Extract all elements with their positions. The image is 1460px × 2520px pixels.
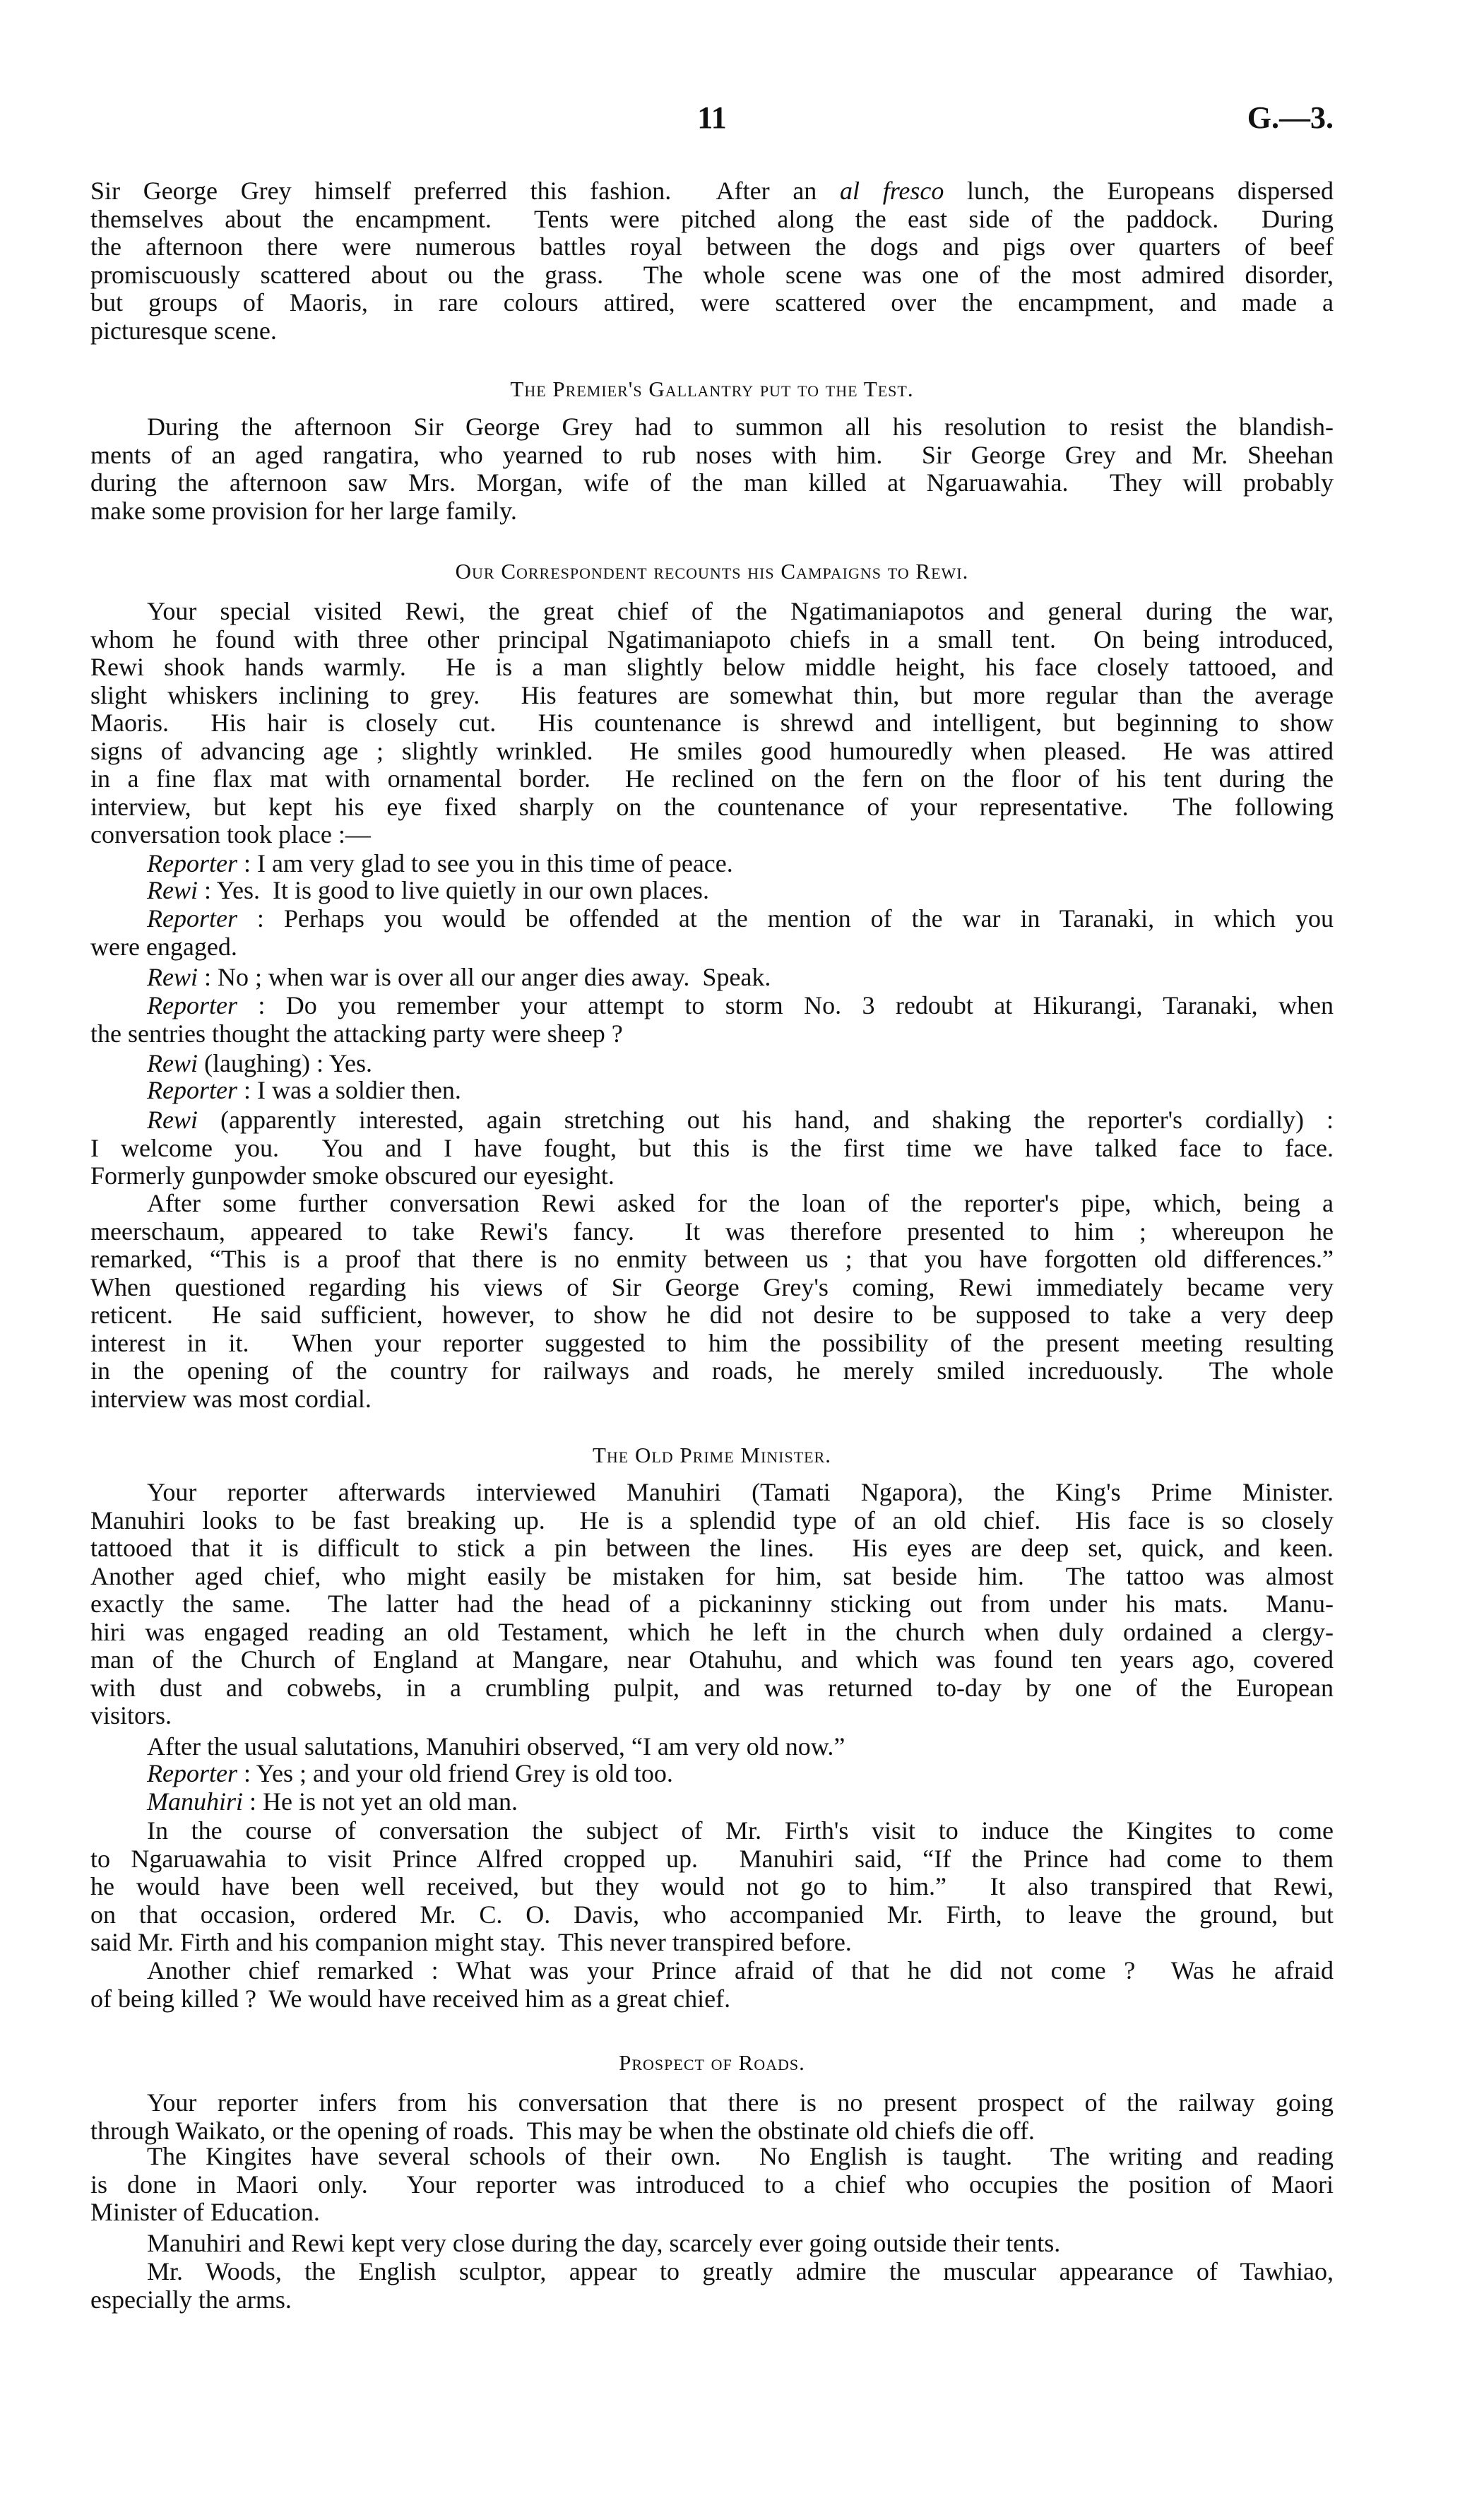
text-run: slight whiskers inclining to grey. His features are somewhat thin, but more regular than the average: [90, 680, 1334, 709]
speaker-name: Reporter: [147, 991, 237, 1019]
text-run: on that occasion, ordered Mr. C. O. Davis, who accompanied Mr. Firth, to leave the ground, but: [90, 1900, 1334, 1929]
text-line: [90, 820, 1334, 848]
text-line: [90, 232, 1334, 261]
text-line: [90, 1845, 1334, 1873]
text-line: [147, 1816, 1334, 1845]
text-line: [90, 653, 1334, 681]
speaker-name: Manuhiri: [147, 1787, 244, 1816]
text-run: especially the arms.: [90, 2285, 292, 2314]
text-run: signs of advancing age ; slightly wrinkled. He smiles good humouredly when pleased. He was attired: [90, 736, 1334, 765]
text-run: The Kingites have several schools of their own. No English is taught. The writing and reading: [147, 2142, 1334, 2170]
text-run: with dust and cobwebs, in a crumbling pulpit, and was returned to-day by one of the European: [90, 1673, 1334, 1702]
text-line: [147, 1478, 1334, 1506]
text-run: remarked, “This is a proof that there is no enmity between us ; that you have forgotten old differences.”: [90, 1245, 1334, 1273]
text-line: [147, 2142, 1334, 2170]
text-line: [147, 1189, 1334, 1217]
text-line: [90, 441, 1334, 469]
text-line: [90, 1900, 1334, 1929]
text-line: [147, 1106, 1334, 1134]
text-line: [90, 1273, 1334, 1301]
text-run: ments of an aged rangatira, who yearned to rub noses with him. Sir George Grey and Mr. Sheehan: [90, 440, 1334, 469]
text-run: visitors.: [90, 1701, 172, 1729]
text-run: When questioned regarding his views of Sir George Grey's coming, Rewi immediately became very: [90, 1272, 1334, 1301]
text-run: Another aged chief, who might easily be mistaken for him, sat beside him. The tattoo was almost: [90, 1561, 1334, 1590]
text-line: [90, 261, 1334, 289]
text-line: [147, 849, 1334, 877]
text-run: : I was a soldier then.: [237, 1076, 461, 1104]
speaker-name: Rewi: [147, 1106, 198, 1134]
text-run: I welcome you. You and I have fought, but this is the first time we have talked face to face.: [90, 1133, 1334, 1162]
text-run: make some provision for her large family.: [90, 496, 517, 525]
text-line: [90, 1872, 1334, 1900]
text-line: [90, 625, 1334, 653]
text-line: [90, 1701, 1334, 1729]
text-line: [147, 1049, 1334, 1077]
text-line: [147, 2229, 1334, 2257]
text-line: [147, 963, 1334, 991]
text-run: During the afternoon Sir George Grey had to summon all his resolution to resist the blandish-: [147, 413, 1334, 441]
text-run: picturesque scene.: [90, 316, 277, 345]
text-run: (laughing) : Yes.: [197, 1049, 372, 1077]
speaker-name: Rewi: [147, 876, 198, 904]
text-run: interview, but kept his eye fixed sharply on the countenance of your representative. The following: [90, 792, 1334, 821]
text-line: [90, 2285, 1334, 2314]
text-run: : Do you remember your attempt to storm No. 3 redoubt at Hikurangi, Taranaki, when: [237, 991, 1334, 1019]
text-line: [90, 681, 1334, 709]
page-number: 11: [697, 100, 727, 135]
text-line: [90, 1506, 1334, 1534]
text-line: [90, 497, 1334, 525]
text-line: [90, 1301, 1334, 1329]
text-run: meerschaum, appeared to take Rewi's fancy. It was therefore presented to him ; whereupon he: [90, 1217, 1334, 1246]
section-heading: Prospect of Roads.: [619, 2050, 805, 2075]
text-run: reticent. He said sufficient, however, to show he did not desire to be supposed to take a very deep: [90, 1301, 1334, 1329]
text-run: to Ngaruawahia to visit Prince Alfred cropped up. Manuhiri said, “If the Prince had come to them: [90, 1844, 1334, 1873]
text-run: : Yes ; and your old friend Grey is old too.: [237, 1759, 673, 1787]
text-run: tattooed that it is difficult to stick a pin between the lines. His eyes are deep set, quick, and keen.: [90, 1534, 1334, 1562]
text-run: through Waikato, or the opening of roads. This may be when the obstinate old chiefs die off.: [90, 2116, 1035, 2145]
text-line: [90, 1984, 1334, 2013]
text-run: In the course of conversation the subject of Mr. Firth's visit to induce the Kingites to come: [147, 1816, 1334, 1845]
text-line: [90, 764, 1334, 793]
text-line: [90, 709, 1334, 737]
text-line: [90, 1134, 1334, 1162]
text-line: [90, 2117, 1334, 2145]
text-line: [90, 793, 1334, 821]
text-run: man of the Church of England at Mangare, near Otahuhu, and which was found ten years ago, covered: [90, 1645, 1334, 1674]
text-line: [90, 2198, 1334, 2226]
text-run: : Yes. It is good to live quietly in our own places.: [197, 876, 709, 904]
text-line: [90, 1217, 1334, 1246]
text-run: After the usual salutations, Manuhiri observed, “I am very old now.”: [147, 1732, 845, 1761]
text-run: interest in it. When your reporter suggested to him the possibility of the present meeting resulting: [90, 1328, 1334, 1357]
text-line: [147, 2088, 1334, 2117]
text-line: [90, 288, 1334, 317]
text-run: Manuhiri looks to be fast breaking up. He is a splendid type of an old chief. His face is so closely: [90, 1506, 1334, 1534]
text-run: : No ; when war is over all our anger dies away. Speak.: [197, 963, 771, 991]
text-line: [90, 2170, 1334, 2199]
text-line: [90, 1674, 1334, 1702]
text-run: Formerly gunpowder smoke obscured our eyesight.: [90, 1161, 615, 1190]
text-line: [147, 876, 1334, 904]
text-run: After some further conversation Rewi asked for the loan of the reporter's pipe, which, being a: [147, 1189, 1334, 1217]
speaker-name: Reporter: [147, 849, 237, 877]
text-line: [90, 1534, 1334, 1562]
text-run: interview was most cordial.: [90, 1384, 372, 1413]
text-run: promiscuously scattered about ou the grass. The whole scene was one of the most admired disorder,: [90, 260, 1334, 289]
text-run: Your reporter infers from his conversation that there is no present prospect of the railway going: [147, 2088, 1334, 2117]
text-line: [90, 1356, 1334, 1385]
text-run: the afternoon there were numerous battles royal between the dogs and pigs over quarters of beef: [90, 232, 1334, 261]
text-line: [147, 1956, 1334, 1984]
text-line: [90, 737, 1334, 765]
text-run: is done in Maori only. Your reporter was introduced to a chief who occupies the position of Maori: [90, 2170, 1334, 2199]
text-run: Mr. Woods, the English sculptor, appear to greatly admire the muscular appearance of Tawhiao,: [147, 2257, 1334, 2285]
text-line: [147, 1076, 1334, 1104]
text-run: Maoris. His hair is closely cut. His countenance is shrewd and intelligent, but beginning to show: [90, 709, 1334, 737]
text-run: Manuhiri and Rewi kept very close during the day, scarcely ever going outside their tents.: [147, 2229, 1061, 2257]
speaker-name: Rewi: [147, 963, 198, 991]
text-run: (apparently interested, again stretching out his hand, and shaking the reporter's cordially) :: [197, 1106, 1334, 1134]
speaker-name: Reporter: [147, 1759, 237, 1787]
section-heading: The Old Prime Minister.: [592, 1443, 832, 1467]
text-run: Rewi shook hands warmly. He is a man slightly below middle height, his face closely tattooed, and: [90, 653, 1334, 681]
text-run: : He is not yet an old man.: [243, 1787, 518, 1816]
text-line: [90, 1019, 1334, 1048]
text-run: were engaged.: [90, 932, 237, 961]
text-run: lunch, the Europeans dispersed: [944, 177, 1334, 205]
text-line: [90, 317, 1334, 345]
text-line: [90, 1928, 1334, 1956]
text-line: [147, 2257, 1334, 2285]
text-run: exactly the same. The latter had the head of a pickaninny sticking out from under his mats. Manu-: [90, 1590, 1334, 1618]
text-line: [90, 1329, 1334, 1357]
text-line: [90, 205, 1334, 233]
text-line: [147, 904, 1334, 933]
text-run: conversation took place :—: [90, 820, 371, 848]
text-run: the sentries thought the attacking party were sheep ?: [90, 1019, 623, 1048]
text-line: [90, 468, 1334, 497]
text-run: Minister of Education.: [90, 2198, 320, 2226]
text-line: [147, 1759, 1334, 1787]
text-run: during the afternoon saw Mrs. Morgan, wife of the man killed at Ngaruawahia. They will probably: [90, 468, 1334, 497]
speaker-name: Reporter: [147, 1076, 237, 1104]
text-run: : I am very glad to see you in this time of peace.: [237, 849, 733, 877]
text-line: [90, 1245, 1334, 1273]
text-line: [147, 1787, 1334, 1816]
text-line: [147, 991, 1334, 1019]
text-line: [90, 933, 1334, 961]
text-run: Your reporter afterwards interviewed Manuhiri (Tamati Ngapora), the King's Prime Minister.: [147, 1478, 1334, 1506]
document-reference: G.—3.: [1247, 100, 1334, 135]
text-line: [147, 597, 1334, 625]
speaker-name: Rewi: [147, 1049, 198, 1077]
text-run: said Mr. Firth and his companion might stay. This never transpired before.: [90, 1928, 852, 1956]
text-run: of being killed ? We would have received him as a great chief.: [90, 1984, 731, 2013]
section-heading: The Premier's Gallantry put to the Test.: [510, 377, 914, 401]
text-line: [90, 1645, 1334, 1674]
text-run: Sir George Grey himself preferred this fashion. After an: [90, 177, 840, 205]
text-line: [90, 1161, 1334, 1190]
text-run: in the opening of the country for railways and roads, he merely smiled increduously. The whole: [90, 1356, 1334, 1385]
text-run: Another chief remarked : What was your Prince afraid of that he did not come ? Was he afraid: [147, 1956, 1334, 1984]
text-run: in a fine flax mat with ornamental border. He reclined on the fern on the floor of his tent during the: [90, 764, 1334, 793]
text-line: [90, 1385, 1334, 1413]
text-line: [90, 1562, 1334, 1590]
text-run: hiri was engaged reading an old Testament, which he left in the church when duly ordained a clergy-: [90, 1617, 1334, 1646]
speaker-name: Reporter: [147, 904, 237, 933]
text-line: [90, 1618, 1334, 1646]
text-line: [90, 177, 1334, 205]
text-run: whom he found with three other principal Ngatimaniapoto chiefs in a small tent. On being introduced,: [90, 625, 1334, 653]
text-line: [147, 413, 1334, 441]
text-line: [90, 1590, 1334, 1618]
text-run: themselves about the encampment. Tents were pitched along the east side of the paddock. During: [90, 204, 1334, 233]
section-heading: Our Correspondent recounts his Campaigns to Rewi.: [455, 559, 969, 584]
italic-text: al fresco: [840, 177, 944, 205]
text-run: but groups of Maoris, in rare colours attired, were scattered over the encampment, and made a: [90, 288, 1334, 317]
text-line: [147, 1732, 1334, 1761]
text-run: : Perhaps you would be offended at the mention of the war in Taranaki, in which you: [237, 904, 1334, 933]
text-run: Your special visited Rewi, the great chief of the Ngatimaniapotos and general during the war,: [147, 597, 1334, 625]
text-run: he would have been well received, but they would not go to him.” It also transpired that Rewi,: [90, 1872, 1334, 1900]
